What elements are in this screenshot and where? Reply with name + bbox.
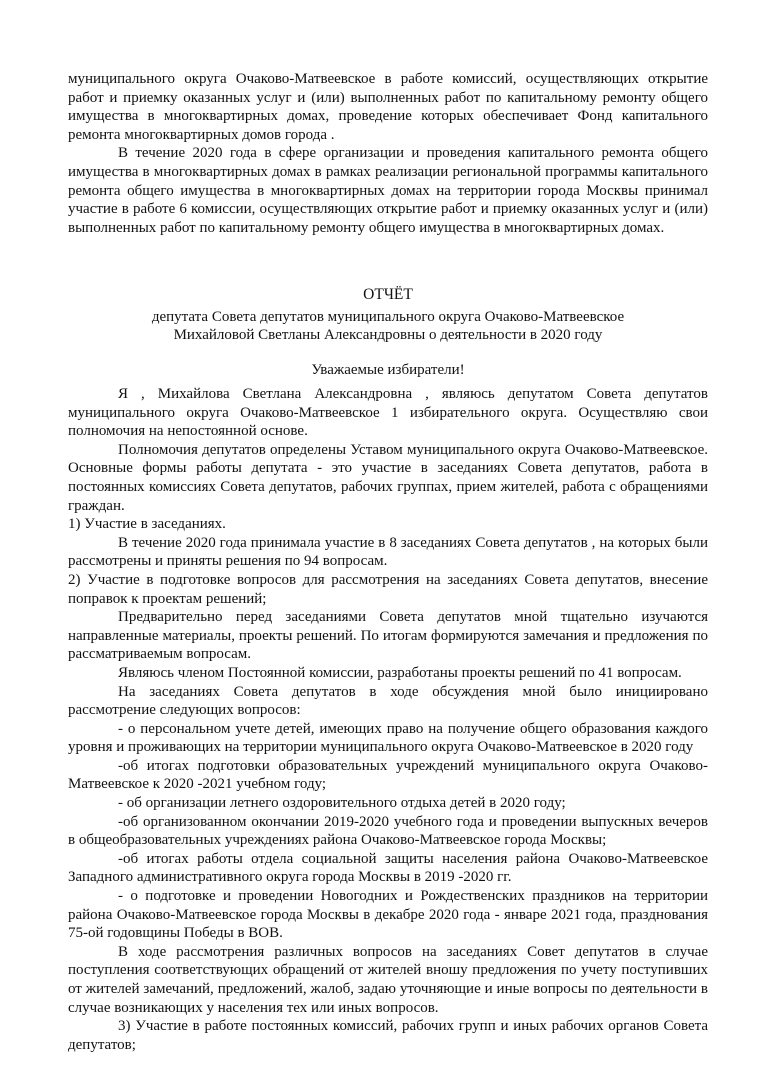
section-heading: 2) Участие в подготовке вопросов для рассмотрения на заседаниях Совета депутатов, внесение поправок к проектам решений; bbox=[68, 571, 708, 607]
body-paragraph: Полномочия депутатов определены Уставом муниципального округа Очаково-Матвеевское. Основные формы работы депутата - это участие в заседаниях Совета депутатов, работа в постоянных комиссиях Совета депутатов, рабочих группах, прием жителей, работа с обращениями граждан. bbox=[68, 441, 708, 514]
report-body bbox=[68, 385, 708, 1054]
section-heading: 3) Участие в работе постоянных комиссий, рабочих групп и иных рабочих органов Совета депутатов; bbox=[68, 1018, 708, 1053]
body-paragraph: В ходе рассмотрения различных вопросов на заседаниях Совет депутатов в случае поступления соответствующих обращений от жителей вношу предложения по учету поступивших от жителей замечаний, предложений, жалоб, задаю уточняющие и иные вопросы по деятельности в случае возникающих у населения тех или иных вопросов. bbox=[68, 943, 708, 1016]
body-paragraph: Являюсь членом Постоянной комиссии, разработаны проекты решений по 41 вопросам. bbox=[118, 664, 682, 681]
greeting: Уважаемые избиратели! bbox=[311, 361, 465, 378]
body-paragraph: Я , Михайлова Светлана Александровна , являюсь депутатом Совета депутатов муниципального округа Очаково-Матвеевское 1 избирательного округа. Осуществляю свои полномочия на непостоянной основе. bbox=[68, 386, 708, 440]
list-item: -об итогах работы отдела социальной защиты населения района Очаково-Матвеевское Западного административного округа города Москвы в 2019 -2020 гг. bbox=[68, 850, 708, 886]
list-item: - о персональном учете детей, имеющих право на получение общего образования каждого уровня и проживающих на территории муниципального округа Очаково-Матвеевское в 2020 году bbox=[68, 720, 708, 756]
intro-section bbox=[68, 70, 708, 237]
intro-paragraph: муниципального округа Очаково-Матвеевское в работе комиссий, осуществляющих открытие работ и приемку оказанных услуг и (или) выполненных работ по капитальному ремонту общего имущества в многоквартирных домах, проведение которых обеспечивает Фонд капитального ремонта многоквартирных домов города . bbox=[68, 71, 708, 143]
body-paragraph: В течение 2020 года принимала участие в 8 заседаниях Совета депутатов , на которых были рассмотрены и приняты решения по 94 вопросам. bbox=[68, 534, 708, 570]
report-heading bbox=[68, 286, 708, 379]
list-item: - об организации летнего оздоровительного отдыха детей в 2020 году; bbox=[118, 795, 566, 812]
report-title: ОТЧЁТ bbox=[363, 286, 413, 303]
list-item: -об организованном окончании 2019-2020 учебного года и проведении выпускных вечеров в общеобразовательных учреждениях района Очаково-Матвеевское города Москвы; bbox=[68, 813, 708, 849]
report-subtitle: депутата Совета депутатов муниципального округа Очаково-Матвеевское bbox=[151, 308, 625, 325]
body-paragraph: На заседаниях Совета депутатов в ходе обсуждения мной было инициировано рассмотрение следующих вопросов: bbox=[68, 683, 708, 719]
section-heading: 1) Участие в заседаниях. bbox=[68, 516, 226, 533]
list-item: - о подготовке и проведении Новогодних и Рождественских праздников на территории района Очаково-Матвеевское города Москвы в декабре 2020 года - январе 2021 года, празднования 75-ой годовщины Победы в ВОВ. bbox=[68, 888, 708, 942]
intro-paragraph: В течение 2020 года в сфере организации и проведения капитального ремонта общего имущества в многоквартирных домах в рамках реализации региональной программы капитального ремонта общего имущества в многоквартирных домах на территории города Москвы принимал участие в работе 6 комиссии, осуществляющих открытие работ и приемку оказанных услуг и (или) выполненных работ по капитальному ремонту общего имущества в многоквартирных домах. bbox=[68, 145, 708, 236]
body-paragraph: Предварительно перед заседаниями Совета депутатов мной тщательно изучаются направленные материалы, проекты решений. По итогам формируются замечания и предложения по рассматриваемым вопросам. bbox=[68, 609, 708, 663]
list-item: -об итогах подготовки образовательных учреждений муниципального округа Очаково-Матвеевское к 2020 -2021 учебном году; bbox=[68, 757, 708, 793]
report-subtitle: Михайловой Светланы Александровны о деятельности в 2020 году bbox=[173, 327, 603, 344]
